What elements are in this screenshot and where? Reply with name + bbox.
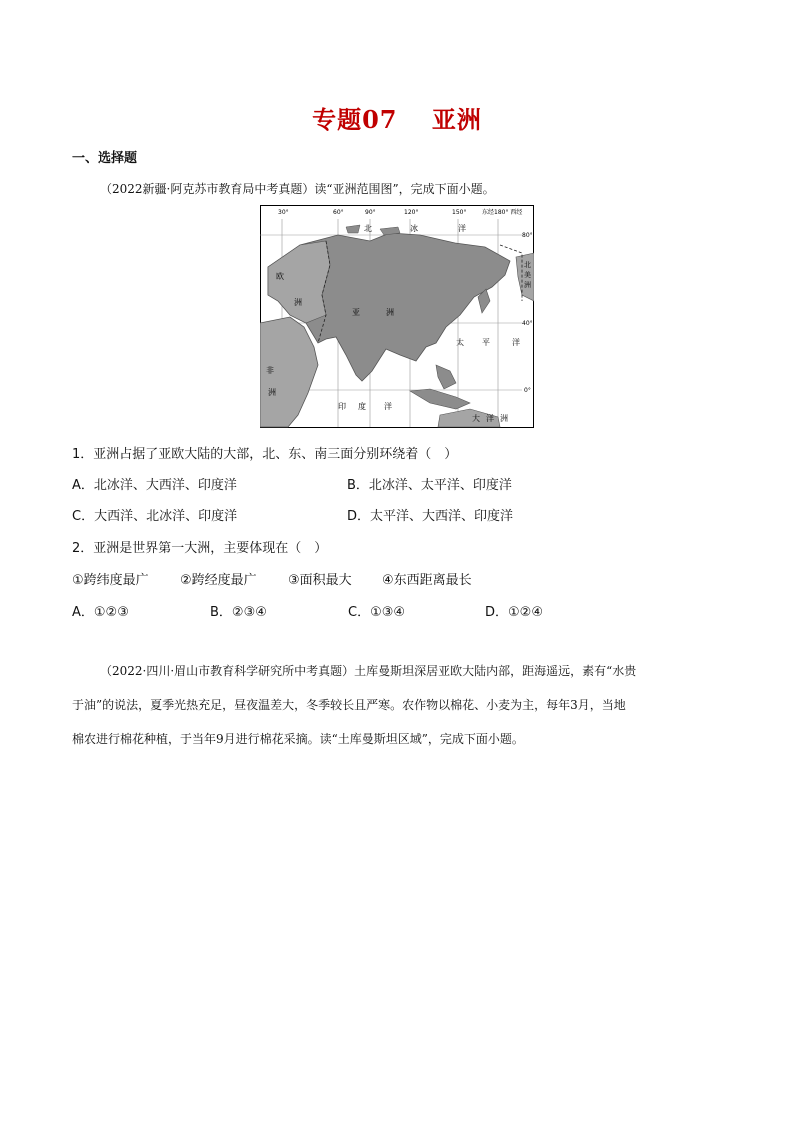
question-2-stem: 2．亚洲是世界第一大洲，主要体现在（ ） (72, 541, 328, 556)
map-label-indian: 度 (358, 402, 366, 411)
map-label-pacific: 平 (482, 338, 490, 347)
map-label-africa: 洲 (268, 388, 276, 397)
map-lat-label: 0° (524, 387, 531, 394)
map-label-pacific: 太 (456, 338, 464, 347)
question-group-2-line-3: 棉农进行棉花种植，于当年9月进行棉花采摘。读“土库曼斯坦区域”，完成下面小题。 (72, 732, 524, 746)
map-lat-label: 40° (522, 320, 533, 327)
map-label-arctic: 洋 (458, 224, 466, 233)
question-group-intro: （2022新疆·阿克苏市教育局中考真题）读“亚洲范围图”，完成下面小题。 (100, 182, 495, 196)
map-label-north-america: 洲 (524, 281, 531, 289)
asia-map (260, 205, 534, 428)
question-2-item-3: ③面积最大 (288, 573, 352, 588)
question-2-option-b[interactable]: B．②③④ (210, 605, 267, 620)
map-label-europe: 欧 (276, 272, 284, 281)
map-label-arctic: 冰 (410, 224, 418, 233)
map-lon-label: 东经180° 西经 (482, 209, 523, 216)
map-label-north-america: 美 (524, 271, 531, 279)
question-group-2-line-1: （2022·四川·眉山市教育科学研究所中考真题）土库曼斯坦深居亚欧大陆内部，距海遥远，素有“水贵 (100, 664, 637, 678)
map-lon-label: 30° (278, 209, 289, 216)
map-label-pacific: 洋 (512, 338, 520, 347)
question-1-stem: 1．亚洲占据了亚欧大陆的大部，北、东、南三面分别环绕着（ ） (72, 447, 458, 462)
section-heading: 一、选择题 (72, 151, 138, 166)
question-2-item-2: ②跨经度最广 (180, 573, 257, 588)
map-lon-label: 150° (452, 209, 467, 216)
map-label-indian: 洋 (384, 402, 392, 411)
question-2-option-a[interactable]: A．①②③ (72, 605, 129, 620)
map-lat-label: 80° (522, 232, 533, 239)
map-label-oceania: 洋 (486, 414, 494, 423)
question-1-option-a[interactable]: A．北冰洋、大西洋、印度洋 (72, 478, 237, 493)
map-label-africa: 非 (266, 366, 274, 375)
question-group-2-line-2: 于油”的说法，夏季光热充足，昼夜温差大，冬季较长且严寒。农作物以棉花、小麦为主，每年3月，当地 (72, 698, 626, 712)
map-label-arctic: 北 (364, 224, 372, 233)
map-label-oceania: 大 (472, 414, 480, 423)
map-label-europe: 洲 (294, 298, 302, 307)
map-label-asia: 洲 (386, 308, 394, 317)
question-2-option-d[interactable]: D．①②④ (485, 605, 543, 620)
question-2-item-4: ④东西距离最长 (382, 573, 472, 588)
map-label-asia: 亚 (352, 308, 360, 317)
page-title: 专题07 亚洲 (312, 105, 482, 134)
map-label-oceania: 洲 (500, 414, 508, 423)
map-label-indian: 印 (338, 402, 346, 411)
question-1-option-b[interactable]: B．北冰洋、太平洋、印度洋 (347, 478, 512, 493)
question-1-option-c[interactable]: C．大西洋、北冰洋、印度洋 (72, 509, 238, 524)
question-2-item-1: ①跨纬度最广 (72, 573, 149, 588)
map-label-north-america: 北 (524, 261, 531, 269)
question-1-option-d[interactable]: D．太平洋、大西洋、印度洋 (347, 509, 514, 524)
map-lon-label: 120° (404, 209, 419, 216)
map-lon-label: 60° (333, 209, 344, 216)
question-2-option-c[interactable]: C．①③④ (348, 605, 406, 620)
map-lon-label: 90° (365, 209, 376, 216)
